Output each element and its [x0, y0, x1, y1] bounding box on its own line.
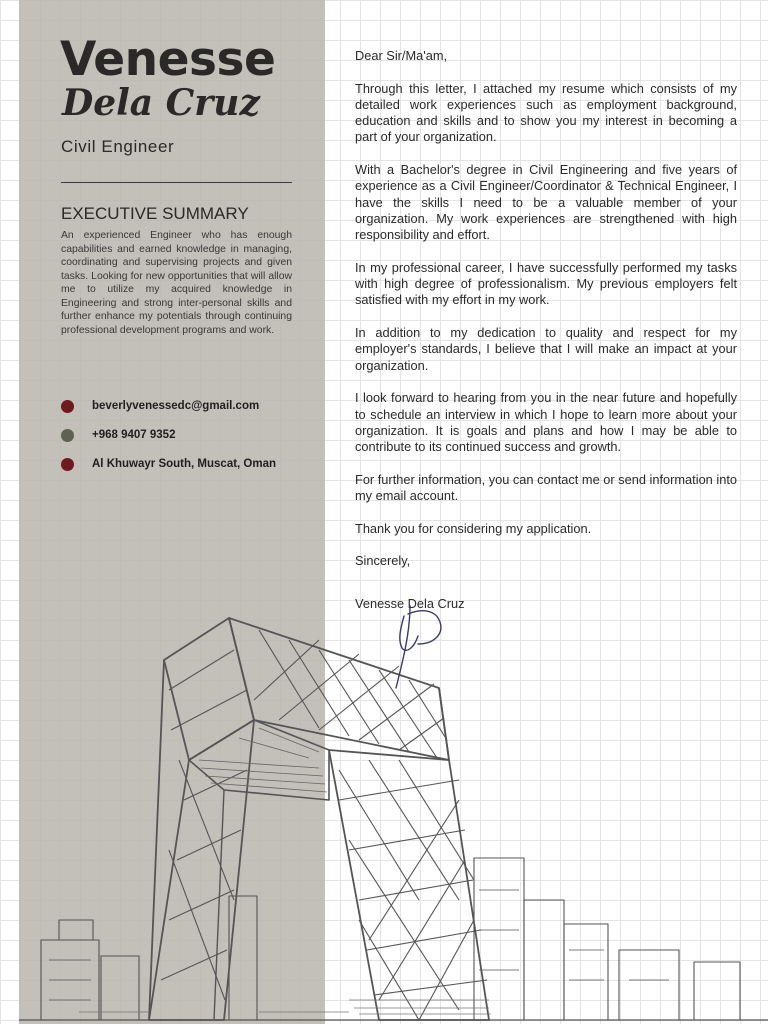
contact-email-text[interactable]: beverlyvenessedc@gmail.com: [92, 400, 260, 412]
job-title: Civil Engineer: [61, 137, 175, 156]
letter-paragraph: For further information, you can contact me or send information into my email account.: [355, 471, 737, 504]
bullet-dot-icon: [61, 458, 74, 471]
name-last: Dela Cruz: [62, 82, 260, 124]
letter-paragraph: I look forward to hearing from you in the near future and hopefully to schedule an interview in which I hope to learn more about your organization. It is goals and plans and how I may be able to contribute to its continued success and growth.: [355, 390, 737, 455]
bullet-dot-icon: [61, 400, 74, 413]
letter-closing: Sincerely,: [355, 553, 411, 569]
name-first: Venesse: [60, 32, 276, 87]
executive-summary-text: An experienced Engineer who has enough capabilities and earned knowledge in managing, coordinating and supervising projects and given tasks. Looking for new opportunities that will allow me to utilize my acquired knowledge in Engineering and strong inter-personal skills and further enhance my potentials through continuing professional development programs and work.: [61, 230, 292, 336]
letter-greeting: Dear Sir/Ma'am,: [355, 48, 448, 63]
executive-summary-heading: EXECUTIVE SUMMARY: [61, 204, 249, 223]
letter-paragraph: Thank you for considering my application.: [355, 520, 592, 536]
contact-address: [61, 456, 321, 472]
contact-phone-text[interactable]: +968 9407 9352: [92, 429, 176, 441]
sidebar-divider: [61, 182, 292, 183]
letter-paragraph: Through this letter, I attached my resume which consists of my detailed work experiences such as employment background, education and skills and to show you my interest in becoming a part of your organization.: [355, 80, 737, 145]
letter-paragraph: In addition to my dedication to quality and respect for my employer's standards, I believe that I will make an impact at your organization.: [355, 325, 737, 373]
contact-address-text: Al Khuwayr South, Muscat, Oman: [92, 458, 277, 470]
handwritten-signature: [388, 604, 458, 694]
contact-phone: [61, 427, 321, 443]
contact-email: [61, 398, 321, 414]
cover-letter-body: [355, 48, 737, 628]
letter-paragraph: With a Bachelor's degree in Civil Engineering and five years of experience as a Civil Engineer/Coordinator & Technical Engineer, I have the skills I need to be a valuable member of your organization. My work experiences are strengthened with high responsibility and effort.: [355, 162, 737, 243]
letter-signatory: Venesse Dela Cruz: [355, 595, 465, 611]
letter-paragraph: In my professional career, I have successfully performed my tasks with high degree of professionalism. My previous employers felt satisfied with my effort in my work.: [355, 259, 737, 308]
bullet-dot-icon: [61, 429, 74, 442]
